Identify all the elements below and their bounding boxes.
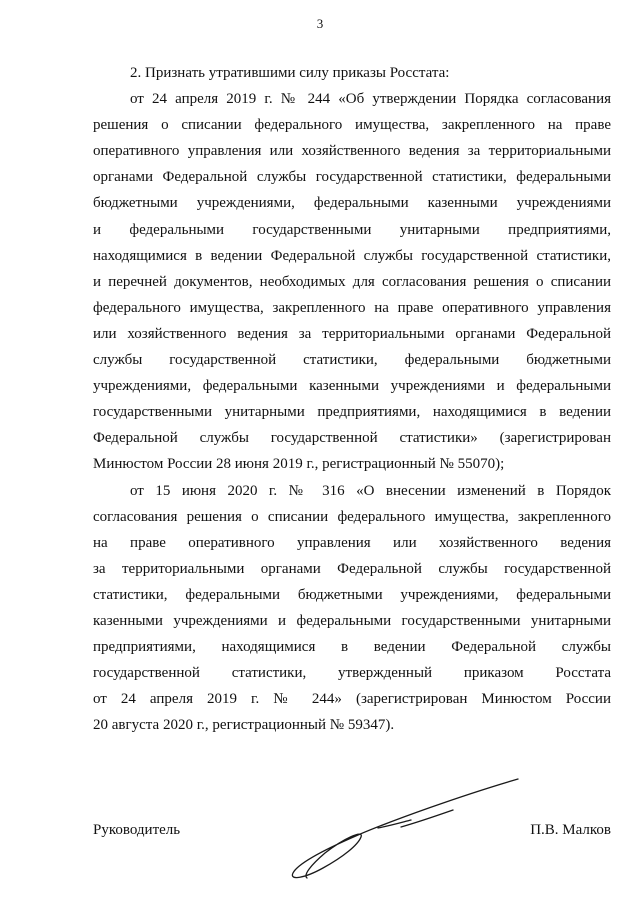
text-line: бюджетными учреждениями, федеральными казенными учреждениями bbox=[93, 195, 611, 212]
text-line: оперативного управления или хозяйственного ведения за территориальными bbox=[93, 143, 611, 160]
signer-title: Руководитель bbox=[93, 822, 181, 838]
text-line: на праве оперативного управления или хозяйственного ведения bbox=[93, 534, 611, 551]
text-line: от 15 июня 2020 г. № 316 «О внесении изменений в Порядок bbox=[130, 482, 611, 499]
text-line: или хозяйственного ведения за территориальными органами Федеральной bbox=[93, 325, 611, 342]
order-2019-paragraph bbox=[93, 86, 611, 477]
heading-text: 2. Признать утратившими силу приказы Росстата: bbox=[130, 65, 450, 81]
text-line: органами Федеральной службы государственной статистики, федеральными bbox=[93, 169, 611, 186]
text-line: за территориальными органами Федеральной службы государственной bbox=[93, 560, 611, 577]
text-line: решения о списании федерального имущества, закрепленного на праве bbox=[93, 117, 611, 134]
text-line: от 24 апреля 2019 г. № 244» (зарегистрирован Минюстом России bbox=[93, 691, 611, 708]
text-line: статистики, федеральными бюджетными учреждениями, федеральными bbox=[93, 586, 611, 603]
text-line: учреждениями, федеральными казенными учреждениями и федеральными bbox=[93, 378, 611, 395]
text-line: и федеральными государственными унитарными предприятиями, bbox=[93, 221, 611, 238]
text-line: предприятиями, находящимися в ведении Федеральной службы bbox=[93, 639, 611, 656]
text-line: согласования решения о списании федерального имущества, закрепленного bbox=[93, 508, 611, 525]
text-line: государственной статистики, утвержденный приказом Росстата bbox=[93, 665, 611, 682]
signer-name: П.В. Малков bbox=[530, 822, 611, 838]
text-line: федерального имущества, закрепленного на праве оперативного управления bbox=[93, 299, 611, 316]
order-2020-paragraph bbox=[93, 478, 611, 739]
text-line: находящимися в ведении Федеральной службы государственной статистики, bbox=[93, 247, 611, 264]
text-line: казенными учреждениями и федеральными государственными унитарными bbox=[93, 612, 611, 629]
text-line: государственными унитарными предприятиями, находящимися в ведении bbox=[93, 404, 611, 421]
page-number: 3 bbox=[316, 16, 324, 31]
text-line: службы государственной статистики, федеральными бюджетными bbox=[93, 352, 611, 369]
document-body bbox=[93, 60, 611, 738]
signature-block bbox=[93, 822, 611, 844]
text-line: от 24 апреля 2019 г. № 244 «Об утверждении Порядка согласования bbox=[130, 91, 611, 108]
item-2-heading bbox=[93, 60, 611, 86]
text-line: Федеральной службы государственной статистики» (зарегистрирован bbox=[93, 430, 611, 447]
text-line: 20 августа 2020 г., регистрационный № 59347). bbox=[93, 717, 395, 734]
text-line: Минюстом России 28 июня 2019 г., регистрационный № 55070); bbox=[93, 456, 505, 473]
text-line: и перечней документов, необходимых для согласования решения о списании bbox=[93, 273, 611, 290]
